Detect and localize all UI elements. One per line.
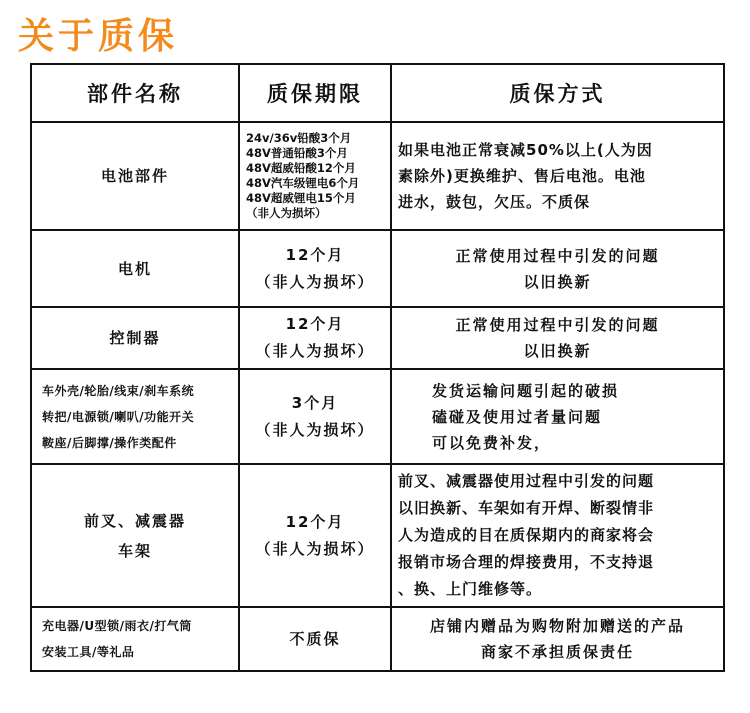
period-line: 48V普通铅酸3个月: [246, 146, 348, 160]
period-line: 不质保: [289, 629, 341, 648]
warranty-method: [392, 231, 723, 306]
period-line: 48V超威铅酸12个月: [246, 161, 356, 175]
part-name: 电池部件: [32, 123, 240, 229]
method-line: 发货运输问题引起的破损: [432, 381, 620, 400]
part-line: 转把/电源锁/喇叭/功能开关: [42, 409, 195, 424]
period-line: 48V超威锂电15个月: [246, 191, 356, 205]
method-line: 报销市场合理的焊接费用，不支持退: [398, 553, 655, 571]
period-line: 24v/36v铅酸3个月: [246, 131, 352, 145]
method-line: 以旧换新、车架如有开焊、断裂情非: [398, 499, 655, 517]
method-line: 以旧换新: [523, 272, 592, 291]
method-line: 、换、上门维修等。: [398, 580, 543, 598]
method-line: 如果电池正常衰减50%以上(人为因: [398, 141, 653, 159]
method-line: 可以免费补发，: [432, 433, 552, 452]
warranty-period: [240, 608, 392, 670]
part-name: [32, 370, 240, 463]
warranty-period: [240, 370, 392, 463]
method-line: 人为造成的目在质保期内的商家将会: [398, 526, 655, 544]
page-title: 关于质保: [18, 16, 179, 57]
part-name: 电机: [32, 231, 240, 306]
table-row-battery: [32, 123, 723, 231]
part-name: 控制器: [32, 308, 240, 368]
header-part: 部件名称: [32, 65, 240, 121]
part-line: 车外壳/轮胎/线束/刹车系统: [42, 383, 195, 398]
part-line: 充电器/U型锁/雨衣/打气筒: [42, 619, 192, 633]
warranty-period: [240, 123, 392, 229]
table-header-row: [32, 65, 723, 123]
period-line: 12个月: [285, 245, 345, 264]
table-row-gifts: [32, 608, 723, 670]
period-line: （非人为损坏）: [255, 539, 375, 558]
part-line: 鞍座/后脚撑/操作类配件: [42, 435, 177, 450]
warranty-method: [392, 608, 723, 670]
period-line: 48V汽车级锂电6个月: [246, 176, 360, 190]
period-line: （非人为损坏）: [255, 342, 375, 360]
table-row-parts: [32, 370, 723, 465]
warranty-table: [30, 63, 725, 672]
warranty-period: [240, 308, 392, 368]
period-line: （非人为损坏）: [246, 206, 327, 220]
table-row-frame: [32, 465, 723, 608]
method-line: 商家不承担质保责任: [480, 643, 634, 661]
warranty-method: [392, 465, 723, 606]
method-line: 进水，鼓包，欠压。不质保: [398, 193, 591, 211]
method-line: 以旧换新: [523, 342, 592, 360]
table-row-controller: [32, 308, 723, 370]
period-line: 3个月: [291, 393, 339, 412]
part-line: 前叉、减震器: [83, 511, 186, 530]
period-line: （非人为损坏）: [255, 420, 375, 439]
method-line: 素除外)更换维护、售后电池。电池: [398, 167, 646, 185]
header-method: 质保方式: [509, 82, 606, 106]
method-line: 店铺内赠品为购物附加赠送的产品: [429, 617, 685, 635]
table-row-motor: [32, 231, 723, 308]
part-name: [32, 608, 240, 670]
part-line: 车架: [117, 541, 152, 560]
method-line: 前叉、减震器使用过程中引发的问题: [398, 472, 655, 490]
warranty-period: [240, 231, 392, 306]
warranty-method: [392, 370, 723, 463]
warranty-period: [240, 465, 392, 606]
warranty-method: [392, 308, 723, 368]
method-line: 正常使用过程中引发的问题: [455, 316, 660, 334]
part-name: [32, 465, 240, 606]
part-line: 安装工具/等礼品: [42, 645, 135, 659]
method-line: 正常使用过程中引发的问题: [455, 246, 660, 265]
period-line: 12个月: [285, 315, 345, 333]
header-period: 质保期限: [240, 65, 392, 121]
period-line: （非人为损坏）: [255, 272, 375, 291]
method-line: 磕碰及使用过者量问题: [432, 407, 603, 426]
warranty-method: [392, 123, 723, 229]
period-line: 12个月: [285, 512, 345, 531]
